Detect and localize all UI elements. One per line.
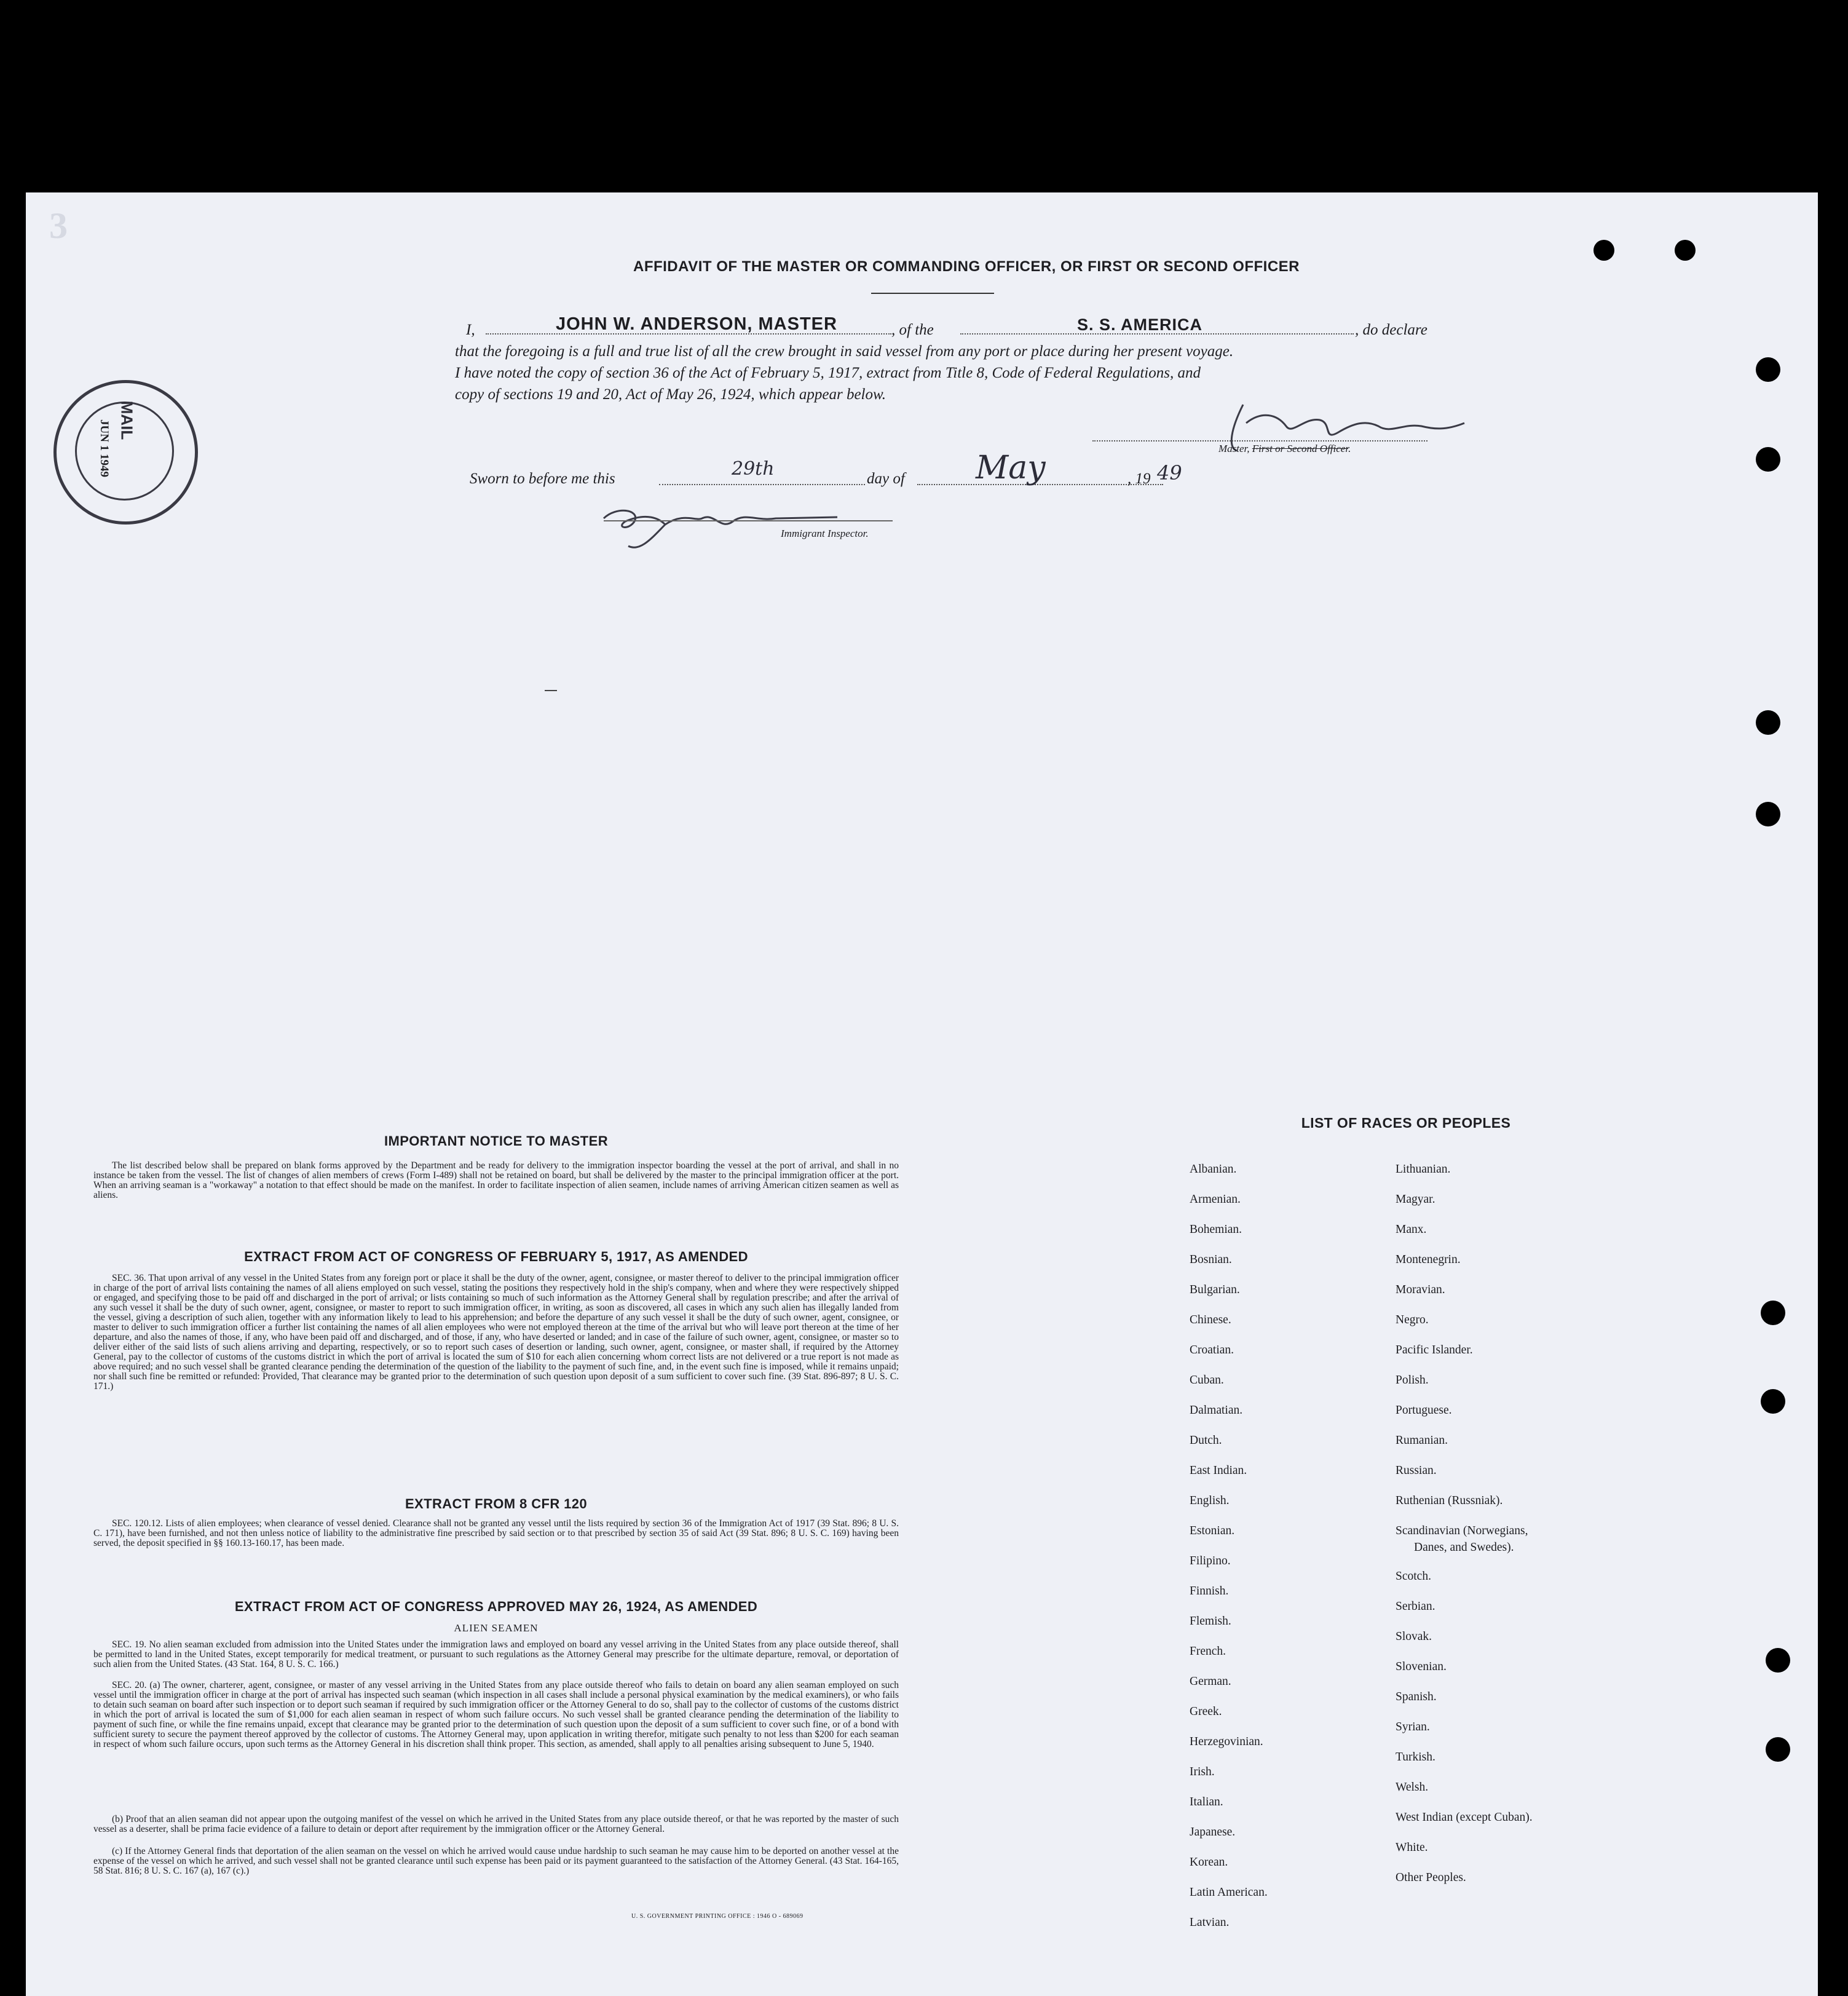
title-underline [871, 293, 994, 294]
race-item: Bulgarian. [1190, 1283, 1240, 1296]
race-item: Scandinavian (Norwegians, [1396, 1524, 1528, 1537]
race-item: Other Peoples. [1396, 1871, 1466, 1884]
master-caption-master: Master, [1218, 443, 1250, 454]
master-caption [1218, 443, 1351, 455]
race-item: Turkish. [1396, 1751, 1435, 1764]
extract-cfr-body: SEC. 120.12. Lists of alien employees; when clearance of vessel denied. Clearance shall not be granted any vessel until the lists required by section 36 of the Immigration Act of 1917 (39 Stat. 896; 8 U. S. C. 171), have been furnished, and not then unless notice of liability to the administrative fine prescribed by said section or to that prescribed by section 35 of said Act (39 Stat. 896; 8 U. S. C. 169) having been served, the deposit specified in §§ 160.13-160.17, has been made. [93, 1518, 899, 1548]
master-caption-period: . [1348, 443, 1351, 454]
punch-hole [1766, 1737, 1790, 1762]
race-item: Dutch. [1190, 1434, 1222, 1447]
declaration-i: I, [466, 322, 475, 338]
race-item: Manx. [1396, 1223, 1427, 1236]
race-item: Latin American. [1190, 1886, 1268, 1899]
race-item: Slovenian. [1396, 1660, 1447, 1673]
vessel-name: S. S. AMERICA [1077, 315, 1203, 334]
race-item: Slovak. [1396, 1630, 1432, 1643]
master-name: JOHN W. ANDERSON, MASTER [556, 314, 837, 334]
race-item: Irish. [1190, 1765, 1215, 1778]
day-value: 29th [732, 458, 775, 480]
race-item: Lithuanian. [1396, 1163, 1451, 1176]
race-item: Spanish. [1396, 1690, 1437, 1703]
extract-1924-sec20a: SEC. 20. (a) The owner, charterer, agent, consignee, or master of any vessel arriving in the United States from any place outside thereof who fails to detain on board any alien seaman employed on such vessel until the immigration officer in charge at the port of arrival has inspected such seaman (which inspection in all cases shall include a personal physical examination by the medical examiners), or who fails to detain such seaman on board after such inspection or to deport such seaman if required by such immigration officer or the Attorney General to do so, shall pay to the collector of customs of the customs district in which the port of arrival is located the sum of $1,000 for each alien seaman in respect of whom such failure occurs. No such vessel shall be granted clearance pending the determination of the liability to payment of such fine, or while the fine remains unpaid, except that clearance may be granted prior to the determination of such question upon the deposit of a sum sufficient to cover such fine, or of a bond with sufficient surety to secure the payment thereof approved by the collector of customs. The Attorney General may, upon application in writing therefor, mitigate such penalty to not less than $200 for each seaman in respect of whom such failure occurs, upon such terms as the Attorney General in his discretion shall think proper. This section, as amended, shall apply to all penalties arising subsequent to June 5, 1940. [93, 1680, 899, 1749]
master-caption-struck: First or Second Officer [1252, 443, 1349, 454]
race-item: Japanese. [1190, 1826, 1236, 1839]
declaration-do-declare: , do declare [1355, 322, 1427, 338]
race-item: Syrian. [1396, 1721, 1430, 1733]
race-item: Herzegovinian. [1190, 1735, 1263, 1748]
race-item: German. [1190, 1675, 1231, 1688]
day-of-text: day of [867, 470, 905, 487]
race-item: Russian. [1396, 1464, 1437, 1477]
declaration-line-2: that the foregoing is a full and true list of all the crew brought in said vessel from any port or place during her present voyage. [455, 343, 1234, 360]
extract-1924-heading: EXTRACT FROM ACT OF CONGRESS APPROVED MAY 26, 1924, AS AMENDED [234, 1599, 758, 1614]
race-item: White. [1396, 1841, 1428, 1854]
extract-1917-body: SEC. 36. That upon arrival of any vessel in the United States from any foreign port or place it shall be the duty of the owner, agent, consignee, or master thereof to deliver to the principal immigration officer in charge of the port of arrival lists containing the names of all aliens employed on such vessel, stating the positions they respectively hold in the ship's company, when and where they were respectively shipped or engaged, and specifying those to be paid off and discharged in the port of arrival; or lists containing so much of such information as the Attorney General shall by regulation prescribe; and after the arrival of any such vessel it shall be the duty of such owner, agent, consignee, or master to report to such immigration officer, in writing, as soon as discovered, all cases in which any such alien has illegally landed from the vessel, giving a description of such alien, together with any information likely to lead to his apprehension; and before the departure of any such vessel it shall be the duty of such owner, agent, consignee, or master to deliver to such immigration officer a further list containing the names of all alien employees who were not employed thereon at the time of the arrival but who will leave port thereon at the time of her departure, and also the names of those, if any, who have been paid off and discharged, and of those, if any, who have deserted or landed; and in case of the failure of such owner, agent, consignee, or master so to deliver either of the said lists of such aliens arriving and departing, respectively, or so to report such cases of desertion or landing, such owner, agent, consignee, or master shall, if required by the Attorney General, pay to the collector of customs of the customs district in which the port of arrival is located the sum of $10 for each alien concerning whom correct lists are not delivered or a true report is not made as above required; and no such vessel shall be granted clearance pending the determination of the question of the liability to the payment of such fine, and, in the event such fine is imposed, while it remains unpaid; nor shall such fine be remitted or refunded: Provided, That clearance may be granted prior to the determination of such question upon deposit of a sum sufficient to cover such fine. (39 Stat. 896-897; 8 U. S. C. 171.) [93, 1273, 899, 1392]
races-left-column [1190, 1163, 1392, 1946]
race-item: Rumanian. [1396, 1434, 1448, 1447]
race-item: Chinese. [1190, 1313, 1231, 1326]
punch-hole [1756, 802, 1780, 826]
race-item: Croatian. [1190, 1344, 1234, 1356]
race-item: Welsh. [1396, 1781, 1429, 1794]
race-item: Montenegrin. [1396, 1253, 1461, 1266]
race-item: Dalmatian. [1190, 1404, 1243, 1417]
dash-mark [545, 690, 557, 691]
race-item: East Indian. [1190, 1464, 1247, 1477]
punch-hole [1756, 447, 1780, 472]
year-value: 49 [1157, 461, 1182, 485]
race-item: Latvian. [1190, 1916, 1230, 1929]
race-item: Portuguese. [1396, 1404, 1452, 1417]
extract-1924-subheading: ALIEN SEAMEN [454, 1622, 539, 1634]
race-item: Bosnian. [1190, 1253, 1232, 1266]
postmark-date: JUN 1 1949 [98, 419, 111, 477]
race-item: Estonian. [1190, 1524, 1235, 1537]
extract-1924-sec19: SEC. 19. No alien seaman excluded from admission into the United States under the immigration laws and employed on board any vessel arriving in the United States from any place outside thereof, shall be permitted to land in the United States, except temporarily for medical treatment, or pursuant to such regulations as the Attorney General may prescribe for the ultimate departure, removal, or deportation of such alien from the United States. (43 Stat. 164, 8 U. S. C. 166.) [93, 1639, 899, 1669]
race-item: Armenian. [1190, 1193, 1241, 1206]
races-heading: LIST OF RACES OR PEOPLES [1301, 1115, 1511, 1131]
day-line [659, 484, 865, 485]
race-item: Albanian. [1190, 1163, 1237, 1176]
faint-page-number: 3 [49, 205, 68, 246]
punch-hole [1761, 1389, 1785, 1414]
punch-hole [1766, 1648, 1790, 1673]
race-item: French. [1190, 1645, 1226, 1658]
punch-hole [1675, 240, 1696, 261]
year-prefix: , 19 [1127, 470, 1151, 487]
race-item: Negro. [1396, 1313, 1429, 1326]
extract-1924-sec20b: (b) Proof that an alien seaman did not appear upon the outgoing manifest of the vessel on which he arrived in the United States from any place outside thereof, or that he was reported by the master of such vessel as a deserter, shall be prima facie evidence of a failure to detain or deport after requirement by the immigration officer or the Attorney General. [93, 1814, 899, 1834]
race-item: Magyar. [1396, 1193, 1435, 1206]
month-value: May [976, 449, 1046, 486]
document-sheet [26, 192, 1818, 1996]
race-item: Flemish. [1190, 1615, 1231, 1628]
declaration-of-the: , of the [891, 322, 934, 338]
notice-body: The list described below shall be prepared on blank forms approved by the Department and be ready for delivery to the immigration inspector boarding the vessel at the port of arrival, and shall in no instance be taken from the vessel. The list of changes of alien members of crews (Form I-489) shall not be retained on board, but shall be delivered by the master to the principal immigration officer at the port. When an arriving seaman is a "workaway" a notation to that effect should be made on the manifest. In order to facilitate inspection of alien seamen, include names of arriving American citizen seamen as well as aliens. [93, 1160, 899, 1200]
punch-hole [1756, 357, 1780, 382]
master-signature-line [1092, 440, 1427, 442]
punch-hole [1756, 710, 1780, 735]
extract-1917-heading: EXTRACT FROM ACT OF CONGRESS OF FEBRUARY 5, 1917, AS AMENDED [244, 1249, 748, 1264]
declaration-line-4: copy of sections 19 and 20, Act of May 26, 1924, which appear below. [455, 386, 886, 403]
race-item: Scotch. [1396, 1570, 1431, 1583]
race-item: West Indian (except Cuban). [1396, 1811, 1533, 1824]
inspector-caption: Immigrant Inspector. [781, 528, 869, 539]
race-item: Moravian. [1396, 1283, 1445, 1296]
race-item: Italian. [1190, 1796, 1223, 1808]
race-item: Greek. [1190, 1705, 1222, 1718]
race-item: Filipino. [1190, 1554, 1231, 1567]
declaration-line-3: I have noted the copy of section 36 of the Act of February 5, 1917, extract from Title 8, Code of Federal Regulations, and [455, 365, 1201, 381]
punch-hole [1593, 240, 1614, 261]
races-right-column [1396, 1163, 1654, 1901]
inspector-signature-line [604, 520, 893, 521]
extract-cfr-heading: EXTRACT FROM 8 CFR 120 [405, 1496, 588, 1511]
race-item: English. [1190, 1494, 1230, 1507]
race-item: Korean. [1190, 1856, 1228, 1869]
postmark-stamp [53, 380, 198, 525]
notice-heading: IMPORTANT NOTICE TO MASTER [384, 1133, 609, 1149]
extract-1924-sec20c: (c) If the Attorney General finds that deportation of the alien seaman on the vessel on which he arrived would cause undue hardship to such seaman he may cause him to be deported on another vessel at the expense of the vessel on which he arrived, and such vessel shall not be granted clearance until such expense has been paid or its payment guaranteed to the satisfaction of the Attorney General. (43 Stat. 164-165, 58 Stat. 816; 8 U. S. C. 167 (a), 167 (c).) [93, 1846, 899, 1876]
printer-imprint: U. S. GOVERNMENT PRINTING OFFICE : 1946 O - 689069 [631, 1913, 804, 1920]
race-item: Ruthenian (Russniak). [1396, 1494, 1503, 1507]
race-item: Serbian. [1396, 1600, 1435, 1613]
affidavit-title: AFFIDAVIT OF THE MASTER OR COMMANDING OFFICER, OR FIRST OR SECOND OFFICER [633, 258, 1300, 275]
sworn-text: Sworn to before me this [470, 470, 615, 487]
race-item: Polish. [1396, 1374, 1429, 1387]
race-item: Pacific Islander. [1396, 1344, 1473, 1356]
postmark-mail-text: MAIL [117, 400, 136, 440]
race-item: Danes, and Swedes). [1414, 1541, 1514, 1554]
race-item: Bohemian. [1190, 1223, 1242, 1236]
punch-hole [1761, 1301, 1785, 1325]
race-item: Cuban. [1190, 1374, 1224, 1387]
inspector-signature [591, 494, 850, 555]
race-item: Finnish. [1190, 1585, 1229, 1598]
